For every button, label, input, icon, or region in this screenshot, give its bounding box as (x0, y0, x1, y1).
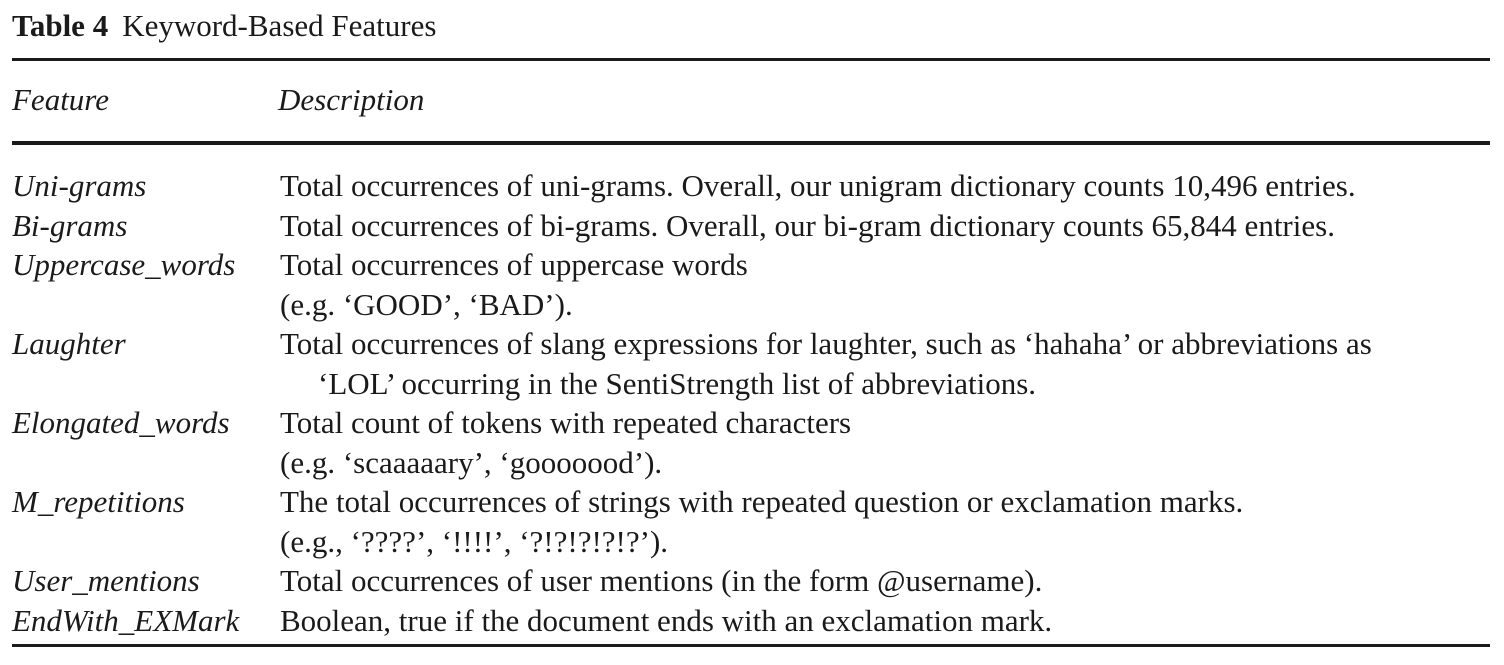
description-line: Total occurrences of uppercase words (280, 247, 748, 282)
feature-name: Bi-grams (12, 207, 128, 243)
table-row (12, 601, 1490, 641)
description-line: Total occurrences of bi-grams. Overall, our bi-gram dictionary counts 65,844 entries. (280, 207, 1335, 243)
description-line: (e.g. ‘GOOD’, ‘BAD’). (280, 286, 573, 322)
table-row (12, 403, 1490, 482)
top-rule (12, 58, 1490, 61)
description-line: Total count of tokens with repeated characters (280, 405, 852, 440)
table-row (12, 166, 1490, 206)
feature-name: Uni-grams (12, 168, 147, 203)
feature-description (280, 561, 1490, 601)
feature-description (280, 206, 1490, 246)
feature-name: EndWith_EXMark (12, 602, 240, 638)
feature-name: Elongated_words (12, 405, 230, 440)
table-row (12, 245, 1490, 324)
table-row (12, 482, 1490, 561)
table-body (12, 166, 1490, 640)
column-header-feature: Feature (12, 82, 109, 117)
feature-name: User_mentions (12, 563, 200, 598)
table-caption (12, 6, 436, 46)
feature-description (280, 166, 1490, 206)
feature-description (280, 403, 1490, 482)
description-line: Total occurrences of user mentions (in the form @username). (280, 563, 1043, 598)
description-line: ‘LOL’ occurring in the SentiStrength list of abbreviations. (318, 365, 1037, 401)
description-line: (e.g., ‘????’, ‘!!!!’, ‘?!?!?!?!?’). (280, 523, 669, 559)
feature-description (280, 324, 1490, 403)
feature-description (280, 601, 1490, 641)
feature-description (280, 482, 1490, 561)
table-row (12, 561, 1490, 601)
description-line: Boolean, true if the document ends with an exclamation mark. (280, 602, 1053, 638)
table-row (12, 324, 1490, 403)
bottom-rule (12, 644, 1490, 647)
description-line: The total occurrences of strings with repeated question or exclamation marks. (280, 484, 1244, 519)
table-row (12, 206, 1490, 246)
feature-name: Uppercase_words (12, 247, 236, 282)
feature-description (280, 245, 1490, 324)
description-line: (e.g. ‘scaaaaary’, ‘gooooood’). (280, 444, 663, 480)
header-rule (12, 141, 1490, 145)
column-header-description: Description (278, 82, 425, 117)
feature-name: Laughter (12, 326, 126, 361)
table-label: Table 4 (12, 8, 109, 43)
description-line: Total occurrences of slang expressions for laughter, such as ‘hahaha’ or abbreviations as (280, 326, 1372, 361)
feature-name: M_repetitions (12, 484, 185, 519)
table-title: Keyword-Based Features (122, 8, 437, 43)
description-line: Total occurrences of uni-grams. Overall, our unigram dictionary counts 10,496 entries. (280, 168, 1356, 203)
